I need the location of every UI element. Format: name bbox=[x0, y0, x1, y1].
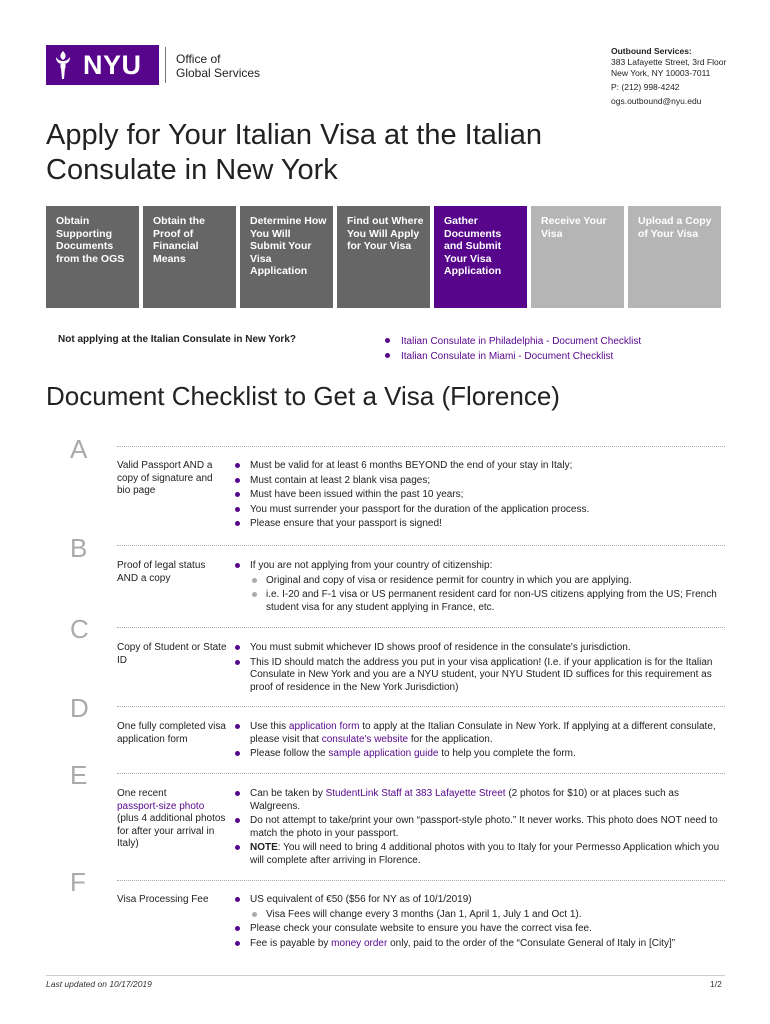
list-item: Do not attempt to take/print your own “passport-style photo.” It never works. This photo does NOT need to match the photo in your passport. bbox=[235, 815, 725, 840]
step-3: Determine How You Will Submit Your Visa Application bbox=[240, 206, 333, 308]
section-divider bbox=[117, 880, 725, 881]
list-item bbox=[235, 788, 725, 813]
list-item: You must surrender your passport for the duration of the application process. bbox=[235, 504, 725, 517]
money-order-link[interactable]: money order bbox=[331, 937, 388, 949]
section-f-label: Visa Processing Fee bbox=[117, 894, 209, 905]
studentlink-link[interactable]: StudentLink Staff at 383 Lafayette Street bbox=[325, 788, 506, 799]
section-divider bbox=[117, 773, 725, 774]
text: Fee is payable by bbox=[250, 937, 332, 949]
list-item: i.e. I-20 and F-1 visa or US permanent resident card for non-US citizens applying from the US; French student visa for any student applying in France, etc. bbox=[235, 589, 725, 614]
contact-address-2: New York, NY 10003-7011 bbox=[611, 68, 711, 78]
torch-icon bbox=[52, 49, 74, 81]
note-label: NOTE bbox=[250, 842, 278, 853]
list-item: Must be valid for at least 6 months BEYOND the end of your stay in Italy; bbox=[235, 460, 725, 473]
philadelphia-checklist-link[interactable]: Italian Consulate in Philadelphia - Document Checklist bbox=[401, 336, 642, 347]
list-item bbox=[235, 721, 725, 746]
section-d-items bbox=[235, 721, 725, 763]
text: for the application. bbox=[408, 733, 493, 745]
list-item: Visa Fees will change every 3 months (Jan 1, April 1, July 1 and Oct 1). bbox=[235, 909, 725, 922]
section-b-items bbox=[235, 560, 725, 616]
text: One recent bbox=[117, 788, 167, 799]
list-item: Must contain at least 2 blank visa pages; bbox=[235, 475, 725, 488]
office-name bbox=[176, 52, 260, 80]
list-item bbox=[385, 349, 641, 364]
application-form-link[interactable]: application form bbox=[288, 721, 360, 732]
step-2: Obtain the Proof of Financial Means bbox=[143, 206, 236, 308]
list-item bbox=[235, 938, 725, 951]
nyu-logo bbox=[46, 45, 159, 85]
footer-divider bbox=[46, 975, 725, 976]
text: Can be taken by bbox=[250, 788, 326, 799]
text: Use this bbox=[250, 721, 289, 732]
checklist-title: Document Checklist to Get a Visa (Florence) bbox=[46, 381, 560, 411]
section-letter-c: C bbox=[70, 614, 89, 644]
text: (plus 4 additional photos for after your arrival in Italy) bbox=[117, 813, 226, 849]
not-applying-text: Not applying at the Italian Consulate in New York? bbox=[58, 334, 296, 345]
section-f-items bbox=[235, 894, 725, 952]
section-divider bbox=[117, 545, 725, 546]
contact-email[interactable]: ogs.outbound@nyu.edu bbox=[611, 96, 702, 106]
office-line-2: Global Services bbox=[176, 66, 261, 80]
contact-block bbox=[611, 46, 726, 107]
section-e-label bbox=[117, 788, 227, 851]
list-item bbox=[385, 334, 641, 349]
section-letter-a: A bbox=[70, 434, 88, 464]
passport-photo-link[interactable]: passport-size photo bbox=[117, 800, 205, 812]
text: only, paid to the order of the “Consulate General of Italy in [City]” bbox=[387, 937, 676, 949]
list-item: This ID should match the address you put in your visa application! (I.e. if your application is for the Italian Consulate in New York and you are a NYU student, your NYU Student ID suffices for this requirement as proof of residence in the New York Jurisdiction) bbox=[235, 657, 725, 695]
section-divider bbox=[117, 706, 725, 707]
text: Please follow the bbox=[250, 748, 329, 759]
section-c-items bbox=[235, 642, 725, 696]
section-divider bbox=[117, 627, 725, 628]
section-a-label: Valid Passport AND a copy of signature and bio page bbox=[117, 460, 213, 496]
section-d-label: One fully completed visa application form bbox=[117, 721, 226, 745]
sample-guide-link[interactable]: sample application guide bbox=[328, 748, 439, 759]
logo-text: NYU bbox=[83, 49, 142, 80]
list-item: Please ensure that your passport is signed! bbox=[235, 518, 725, 531]
list-item bbox=[235, 748, 725, 761]
list-item: You must submit whichever ID shows proof of residence in the consulate's jurisdiction. bbox=[235, 642, 725, 655]
text: (2 photos for $10) or at places such as Walgreens. bbox=[250, 788, 679, 812]
list-item: US equivalent of €50 ($56 for NY as of 10/1/2019) bbox=[235, 894, 725, 907]
section-divider bbox=[117, 446, 725, 447]
office-line-1: Office of bbox=[176, 52, 221, 66]
section-letter-d: D bbox=[70, 693, 89, 723]
section-letter-b: B bbox=[70, 533, 88, 563]
section-e-items bbox=[235, 788, 725, 869]
text: to apply at the Italian Consulate in New York. If applying at a different consulate, please visit that bbox=[250, 721, 716, 745]
last-updated: Last updated on 10/17/2019 bbox=[46, 979, 152, 989]
consulate-website-link[interactable]: consulate's website bbox=[321, 733, 409, 745]
section-a-items bbox=[235, 460, 725, 533]
text: : You will need to bring 4 additional photos with you to Italy for your Permesso Application which you will complete after arriving in Florence. bbox=[250, 842, 720, 866]
contact-heading: Outbound Services: bbox=[611, 46, 692, 56]
miami-checklist-link[interactable]: Italian Consulate in Miami - Document Checklist bbox=[401, 351, 614, 362]
step-1: Obtain Supporting Documents from the OGS bbox=[46, 206, 139, 308]
contact-phone: P: (212) 998-4242 bbox=[611, 82, 680, 92]
contact-address-1: 383 Lafayette Street, 3rd Floor bbox=[611, 57, 727, 67]
page-title: Apply for Your Italian Visa at the Italian Consulate in New York bbox=[46, 119, 543, 186]
logo-divider bbox=[165, 47, 166, 83]
list-item: Please check your consulate website to ensure you have the correct visa fee. bbox=[235, 923, 725, 936]
section-c-label: Copy of Student or State ID bbox=[117, 642, 227, 666]
list-item: If you are not applying from your country of citizenship: bbox=[235, 560, 725, 573]
step-7: Upload a Copy of Your Visa bbox=[628, 206, 721, 308]
alt-consulate-links bbox=[385, 334, 641, 364]
step-4: Find out Where You Will Apply for Your Visa bbox=[337, 206, 430, 308]
process-steps bbox=[46, 206, 721, 308]
section-letter-f: F bbox=[70, 867, 86, 897]
page-number: 1/2 bbox=[710, 979, 722, 989]
text: to help you complete the form. bbox=[438, 748, 576, 759]
step-6: Receive Your Visa bbox=[531, 206, 624, 308]
section-letter-e: E bbox=[70, 760, 88, 790]
section-b-label: Proof of legal status AND a copy bbox=[117, 560, 206, 584]
list-item: Original and copy of visa or residence permit for country in which you are applying. bbox=[235, 575, 725, 588]
step-5-current: Gather Documents and Submit Your Visa Application bbox=[434, 206, 527, 308]
list-item bbox=[235, 842, 725, 867]
list-item: Must have been issued within the past 10 years; bbox=[235, 489, 725, 502]
